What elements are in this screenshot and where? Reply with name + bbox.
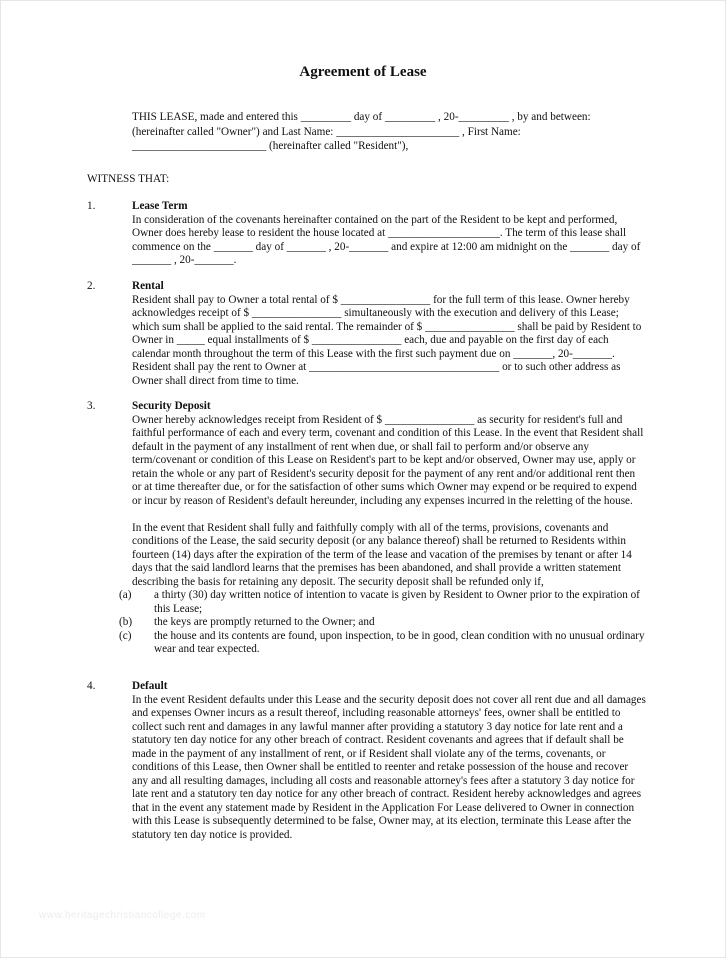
section-paragraph: Owner hereby acknowledges receipt from Resident of $ ________________ as security for resident's full and faithful performance of each and every term, covenant and condition of this Lease. In the event that Resident shall default in the payment of any installment of rent when due, or shall fail to perform and/or observe any term/covenant or condition of this Lease on Resident's part to be kept and/or observed, Owner may use, apply or retain the whole or any part of Resident's security deposit for the payment of any rent and/or additional rent then or at time thereafter due, or for the satisfaction of other sums which Owner may expend or be required to expend or incur by reason of Resident's default hereunder, including any expenses incurred in the reletting of the house.	[132, 413, 644, 507]
intro-line: THIS LEASE, made and entered this _________ day of _________ , 20-_________ , by and between:	[132, 111, 591, 123]
list-item	[119, 616, 647, 630]
document-title: Agreement of Lease	[299, 64, 427, 80]
section-lease-term	[87, 200, 647, 268]
section-paragraph: In consideration of the covenants hereinafter contained on the part of the Resident to be kept and performed, Owner does hereby lease to resident the house located at ____________________. The term of this lease shall commence on the _______ day of _______ , 20-_______ and expire at 12:00 am midnight on the _______ day of _______ , 20-_______.	[132, 213, 641, 266]
list-marker: (b)	[119, 616, 133, 628]
section-security-deposit	[87, 400, 647, 657]
section-heading: Lease Term	[132, 200, 188, 212]
intro-line: (hereinafter called "Owner") and Last Name: ______________________ , First Name:	[132, 125, 521, 138]
section-heading: Rental	[132, 280, 164, 292]
list-item	[119, 589, 647, 616]
intro-paragraph	[132, 110, 632, 154]
witness-heading: WITNESS THAT:	[87, 173, 170, 185]
section-heading: Security Deposit	[132, 400, 211, 412]
section-paragraph: In the event Resident defaults under this Lease and the security deposit does not cover all rent due and all damages and expenses Owner incurs as a result thereof, including reasonable attorneys' fees, owner shall be entitled to collect such rent and damages in any lawful manner after providing a statutory 3 day notice for late rent and a statutory ten day notice for any other breach of contract. Resident covenants and agrees that if default shall be made in the payment of any installment of rent, or if Resident shall violate any of the terms, covenants, or conditions of this Lease, then Owner shall be entitled to reenter and retake possession of the house and recover any and all resulting damages, including all costs and reasonable attorney's fees after a statutory 3 day notice for late rent and a statutory ten day notice for any other breach of contract. Resident hereby acknowledges and agrees that in the event any statement made by Resident in the Application For Lease delivered to Owner in connection with this Lease is subsequently determined to be false, Owner may, at its election, terminate this Lease after the statutory ten day notice is provided.	[132, 693, 646, 841]
list-item-text: the keys are promptly returned to the Owner; and	[154, 616, 375, 628]
refund-conditions-list	[119, 589, 647, 657]
section-number: 3.	[87, 400, 96, 412]
section-paragraph: Resident shall pay to Owner a total rental of $ ________________ for the full term of this lease. Owner hereby acknowledges receipt of $ ________________ simultaneously with the execution and delivery of this Lease; which sum shall be applied to the said rental. The remainder of $ ________________ shall be paid by Resident to Owner in _____ equal installments of $ ________________ each, due and payable on the first day of each calendar month throughout the term of this Lease with the first such payment due on _______, 20-_______. Resident shall pay the rent to Owner at __________________________________ or to such other address as Owner shall direct from time to time.	[132, 293, 642, 387]
section-number: 2.	[87, 280, 96, 292]
intro-line: ________________________ (hereinafter called "Resident"),	[132, 140, 409, 152]
section-heading: Default	[132, 680, 168, 692]
section-rental	[87, 280, 647, 388]
watermark-text: www.heritagechristiancollege.com	[39, 910, 206, 921]
section-default	[87, 680, 647, 842]
list-item-text: the house and its contents are found, upon inspection, to be in good, clean condition with no unusual ordinary wear and tear expected.	[154, 629, 645, 655]
section-number: 4.	[87, 680, 96, 692]
section-number: 1.	[87, 200, 96, 212]
list-item	[119, 630, 647, 657]
list-marker: (a)	[119, 589, 132, 601]
section-paragraph: In the event that Resident shall fully and faithfully comply with all of the terms, provisions, covenants and conditions of the Lease, the said security deposit (or any balance thereof) shall be returned to Residents within fourteen (14) days after the expiration of the term of the lease and vacation of the premises by tenant or after 14 days that the said landlord learns that the premises has been abandoned, and shall provide a written statement describing the basis for retaining any deposit. The security deposit shall be refunded only if,	[132, 521, 632, 588]
list-marker: (c)	[119, 629, 132, 642]
list-item-text: a thirty (30) day written notice of intention to vacate is given by Resident to Owner prior to the expiration of this Lease;	[154, 589, 640, 615]
